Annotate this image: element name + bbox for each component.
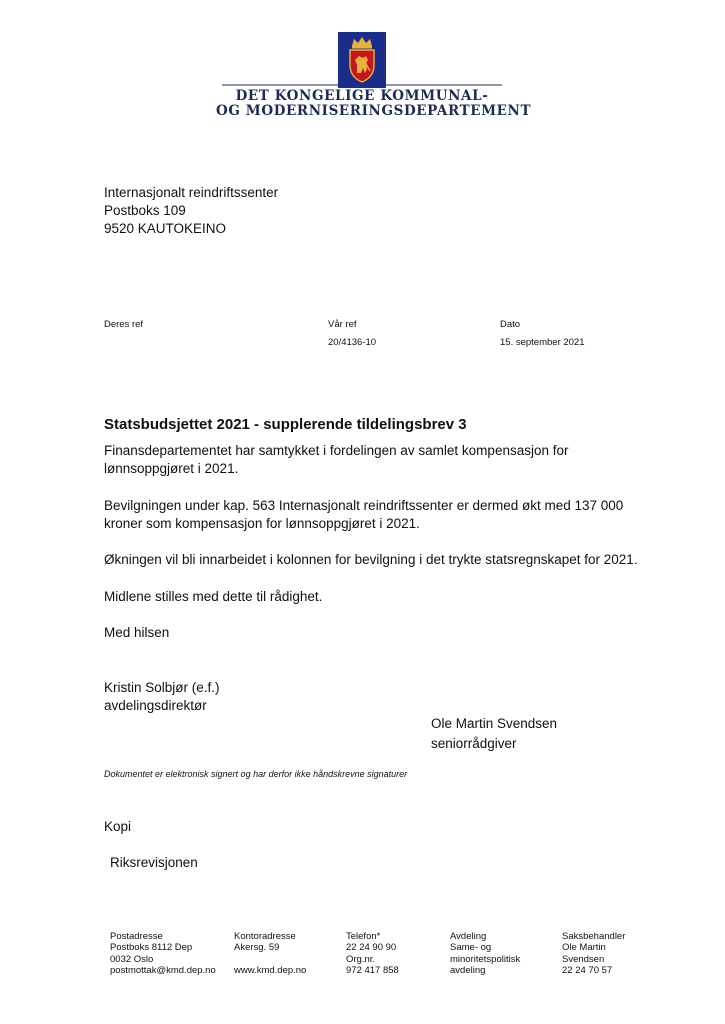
date-label: Dato [500,319,521,330]
footer-avdeling-heading: Avdeling [450,931,487,942]
recipient-address [104,184,278,238]
var-ref-label: Vår ref [328,319,357,330]
date-value: 15. september 2021 [500,337,585,348]
footer-website: www.kmd.dep.no [234,964,307,976]
signature-disclaimer: Dokumentet er elektronisk signert og har derfor ikke håndskrevne signaturer [104,769,408,779]
footer-email: postmottak@kmd.dep.no [110,964,216,976]
coat-of-arms-icon [216,32,508,92]
footer-postadresse [110,931,216,976]
footer-saksbehandler-phone: 22 24 70 57 [562,964,613,976]
ministry-logo [216,32,532,124]
paragraph-3: Økningen vil bli innarbeidet i kolonnen for bevilgning i det trykte statsregnskapet for 2021. [104,552,638,567]
footer-telefon-number: 22 24 90 90 [346,942,397,954]
footer-postadresse-line: Postboks 8112 Dep [110,942,193,954]
recipient-city: 9520 KAUTOKEINO [104,221,227,236]
logo-line-1: DET KONGELIGE KOMMUNAL- [235,88,489,104]
logo-line-2: OG MODERNISERINGSDEPARTEMENT [216,103,532,119]
footer-telefon-heading: Telefon* [346,931,381,942]
right-signer-title: seniorrådgiver [431,736,517,751]
deres-ref-label: Deres ref [104,319,144,330]
footer-saksbehandler [562,931,625,976]
footer-avdeling-line: minoritetspolitisk [450,953,521,965]
left-signer-name: Kristin Solbjør (e.f.) [104,680,220,695]
copy-recipient: Riksrevisjonen [110,855,198,870]
footer-orgnr-value: 972 417 858 [346,964,399,976]
left-signer-title: avdelingsdirektør [104,698,207,713]
letter-subject: Statsbudsjettet 2021 - supplerende tildelingsbrev 3 [104,416,467,433]
greeting: Med hilsen [104,625,170,640]
recipient-name: Internasjonalt reindriftssenter [104,185,279,200]
recipient-box: Postboks 109 [104,203,186,218]
paragraph-2: Bevilgningen under kap. 563 Internasjonalt reindriftssenter er dermed økt med 137 000 kroner som kompensasjon for lønnsoppgjøret i 2021. [104,498,624,531]
footer-avdeling [450,931,520,976]
var-ref-value: 20/4136-10 [328,337,377,348]
footer-kontoradresse-line: Akersg. 59 [234,942,280,954]
footer-postadresse-heading: Postadresse [110,931,163,942]
footer-kontoradresse-line [234,954,306,965]
footer-postadresse-line: 0032 Oslo [110,953,154,965]
footer-kontoradresse [234,931,306,976]
paragraph-4: Midlene stilles med dette til rådighet. [104,589,323,604]
footer-saksbehandler-line: Ole Martin [562,942,606,954]
footer-telefon [346,931,399,976]
footer-avdeling-line: Same- og [450,942,492,954]
footer-avdeling-line: avdeling [450,964,486,976]
footer-saksbehandler-heading: Saksbehandler [562,931,626,942]
footer-kontoradresse-heading: Kontoradresse [234,931,296,942]
copy-label: Kopi [104,819,132,834]
right-signer-name: Ole Martin Svendsen [431,716,558,731]
footer-orgnr-label: Org.nr. [346,953,376,965]
paragraph-1: Finansdepartementet har samtykket i fordelingen av samlet kompensasjon for lønnsoppgjøret i 2021. [104,443,569,476]
footer-saksbehandler-line: Svendsen [562,953,605,965]
